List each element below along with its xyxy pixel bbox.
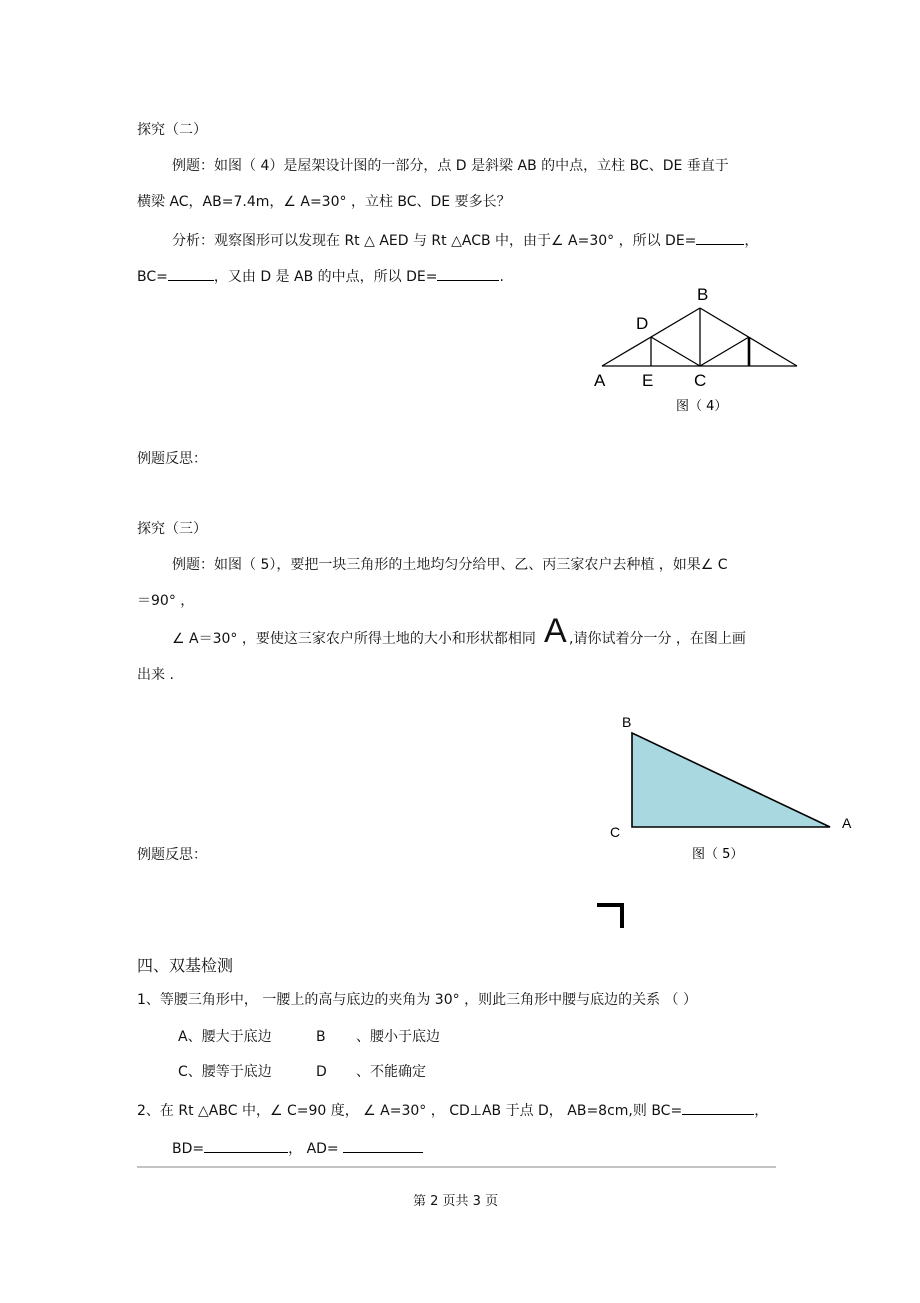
question-2-line2 [172, 1138, 423, 1158]
section-title-explore-2: 探究（二） [137, 122, 207, 138]
analysis-comma: ， [744, 233, 759, 249]
answer-blank-q2-bd[interactable] [204, 1138, 288, 1153]
answer-blank-q2-bc[interactable] [682, 1100, 754, 1115]
reflection-label-3: 例题反思： [137, 847, 207, 863]
section-title-explore-3: 探究（三） [137, 521, 207, 537]
q1-option-d-letter[interactable]: D [316, 1064, 327, 1080]
label-c-fig5: C [610, 824, 621, 840]
analysis-text-bc: BC= [137, 269, 168, 285]
label-e-fig4: E [642, 371, 654, 390]
label-a-fig5: A [842, 815, 852, 831]
q1-option-a[interactable]: A、腰大于底边 [178, 1029, 272, 1045]
q1-option-b-text[interactable]: 、腰小于底边 [356, 1029, 440, 1045]
example-text-line1: 例题：如图（ 4）是屋架设计图的一部分，点 D 是斜梁 AB 的中点，立柱 BC、DE 垂直于 [172, 158, 729, 174]
reflection-label-2: 例题反思： [137, 451, 207, 467]
fig5-caption: 图（ 5） [692, 847, 744, 862]
example3-text-line4: 出来 . [137, 667, 174, 683]
example3-text-line1: 例题：如图（ 5），要把一块三角形的土地均匀分给甲、乙、丙三家农户去种植 ，如果∠ C [172, 557, 728, 573]
q2-ad-label: ， AD= [288, 1141, 344, 1157]
example-text-line2: 横梁 AC，AB=7.4m，∠ A=30° ，立柱 BC、DE 要多长？ [137, 194, 511, 210]
analysis-period: . [499, 269, 504, 285]
q1-option-c[interactable]: C、腰等于底边 [178, 1064, 272, 1080]
q2-bd-label: BD= [172, 1141, 205, 1157]
truss-lines [602, 308, 797, 366]
triangle-land[interactable] [632, 733, 830, 827]
question-2-line1 [137, 1100, 768, 1120]
q2-comma: ， [754, 1103, 769, 1119]
label-b-fig4: B [697, 285, 709, 304]
section-title-basic-test: 四、双基检测 [137, 956, 234, 975]
example3-text-line2: ＝90° ， [137, 593, 195, 609]
label-a-fig4: A [594, 371, 606, 390]
answer-blank-q2-ad[interactable] [343, 1138, 423, 1153]
q2-text: 2、在 Rt △ABC 中，∠ C=90 度， ∠ A=30° ， CD⊥AB 于点 D， AB=8cm,则 BC= [137, 1103, 683, 1119]
truss-diag-left [651, 337, 700, 366]
label-b-fig5: B [622, 714, 632, 730]
page-number: 第 2 页共 3 页 [413, 1194, 499, 1209]
example3-text-line3a: ∠ A＝30° ，要使这三家农户所得土地的大小和形状都相同 [172, 631, 536, 647]
corner-mark [597, 905, 622, 928]
truss-diag-right [700, 337, 749, 366]
q1-option-b-letter[interactable]: B [316, 1029, 326, 1045]
question-1: 1、等腰三角形中， 一腰上的高与底边的夹角为 30° ，则此三角形中腰与底边的关系 （ ） [137, 992, 697, 1008]
analysis-text-1: 分析：观察图形可以发现在 Rt △ AED 与 Rt △ACB 中，由于∠ A=30° ，所以 DE= [172, 233, 697, 249]
label-c-fig4: C [694, 371, 707, 390]
label-d-fig4: D [636, 314, 649, 333]
q1-option-d-text[interactable]: 、不能确定 [356, 1064, 426, 1080]
large-letter-a: A [544, 612, 567, 650]
fig4-caption: 图（ 4） [676, 399, 728, 414]
example3-text-line3b: ,请你试着分一分 ，在图上画 [569, 631, 746, 647]
analysis-text-2: ，又由 D 是 AB 的中点，所以 DE= [213, 269, 438, 285]
